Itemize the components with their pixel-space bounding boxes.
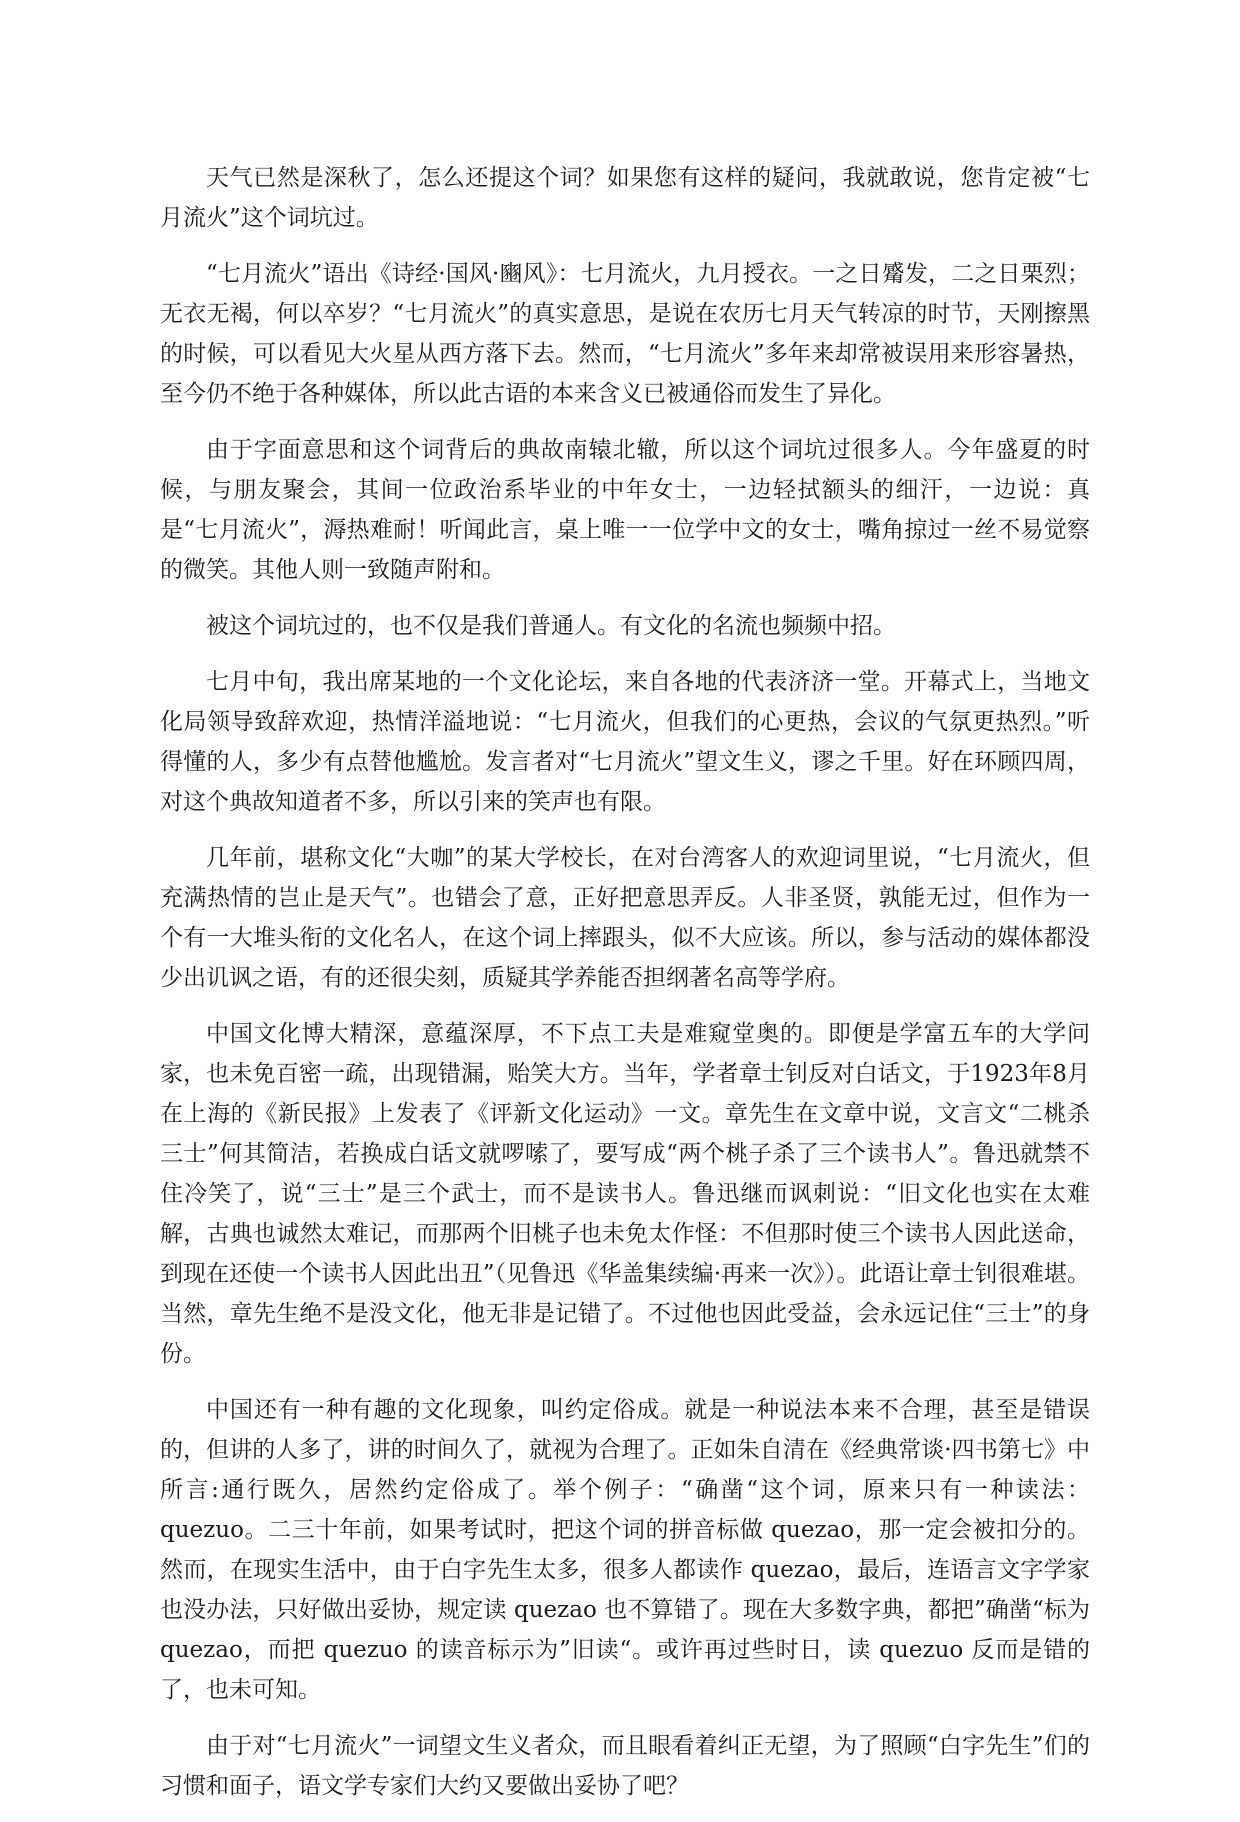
paragraph-4: 被这个词坑过的，也不仅是我们普通人。有文化的名流也频频中招。 xyxy=(206,613,896,639)
paragraph-1: 天气已然是深秋了，怎么还提这个词？如果您有这样的疑问，我就敢说，您肯定被“七月流火”这个词坑过。 xyxy=(160,165,1090,231)
paragraph-5: 七月中旬，我出席某地的一个文化论坛，来自各地的代表济济一堂。开幕式上，当地文化局领导致辞欢迎，热情洋溢地说：“七月流火，但我们的心更热，会议的气氛更热烈。”听得懂的人，多少有点替他尴尬。发言者对“七月流火”望文生义，谬之千里。好在环顾四周，对这个典故知道者不多，所以引来的笑声也有限。 xyxy=(160,669,1090,815)
paragraph-9: 由于对“七月流火”一词望文生义者众，而且眼看着纠正无望，为了照顾“白字先生”们的习惯和面子，语文学专家们大约又要做出妥协了吧？ xyxy=(160,1733,1090,1799)
paragraph-3: 由于字面意思和这个词背后的典故南辕北辙，所以这个词坑过很多人。今年盛夏的时候，与朋友聚会，其间一位政治系毕业的中年女士，一边轻拭额头的细汗，一边说：真是“七月流火”，溽热难耐！听闻此言，桌上唯一一位学中文的女士，嘴角掠过一丝不易觉察的微笑。其他人则一致随声附和。 xyxy=(160,437,1090,583)
paragraph-8: 中国还有一种有趣的文化现象，叫约定俗成。就是一种说法本来不合理，甚至是错误的，但讲的人多了，讲的时间久了，就视为合理了。正如朱自清在《经典常谈·四书第七》中所言:通行既久，居然约定俗成了。举个例子：“确凿“这个词，原来只有一种读法：quezuo。二三十年前，如果考试时，把这个词的拼音标做 quezao，那一定会被扣分的。然而，在现实生活中，由于白字先生太多，很多人都读作 quezao，最后，连语言文字学家也没办法，只好做出妥协，规定读 quezao 也不算错了。现在大多数字典，都把”确凿“标为 quezao，而把 quezuo 的读音标示为”旧读“。或许再过些时日，读 quezuo 反而是错的了，也未可知。 xyxy=(160,1397,1090,1703)
article-body xyxy=(160,158,1090,1822)
paragraph-2: “七月流火”语出《诗经·国风·豳风》：七月流火，九月授衣。一之日觱发，二之日栗烈；无衣无褐，何以卒岁？“七月流火”的真实意思，是说在农历七月天气转凉的时节，天刚擦黑的时候，可以看见大火星从西方落下去。然而，“七月流火”多年来却常被误用来形容暑热，至今仍不绝于各种媒体，所以此古语的本来含义已被通俗而发生了异化。 xyxy=(160,261,1090,407)
paragraph-6: 几年前，堪称文化“大咖”的某大学校长，在对台湾客人的欢迎词里说，“七月流火，但充满热情的岂止是天气”。也错会了意，正好把意思弄反。人非圣贤，孰能无过，但作为一个有一大堆头衔的文化名人，在这个词上摔跟头，似不大应该。所以，参与活动的媒体都没少出讥讽之语，有的还很尖刻，质疑其学养能否担纲著名高等学府。 xyxy=(160,845,1090,991)
paragraph-7: 中国文化博大精深，意蕴深厚，不下点工夫是难窥堂奥的。即便是学富五车的大学问家，也未免百密一疏，出现错漏，贻笑大方。当年，学者章士钊反对白话文，于1923年8月在上海的《新民报》上发表了《评新文化运动》一文。章先生在文章中说，文言文“二桃杀三士”何其简洁，若换成白话文就啰嗦了，要写成“两个桃子杀了三个读书人”。鲁迅就禁不住冷笑了，说“三士”是三个武士，而不是读书人。鲁迅继而讽刺说：“旧文化也实在太难解，古典也诚然太难记，而那两个旧桃子也未免太作怪：不但那时使三个读书人因此送命，到现在还使一个读书人因此出丑”（见鲁迅《华盖集续编·再来一次》）。此语让章士钊很难堪。当然，章先生绝不是没文化，他无非是记错了。不过他也因此受益，会永远记住“三士”的身份。 xyxy=(160,1021,1090,1367)
